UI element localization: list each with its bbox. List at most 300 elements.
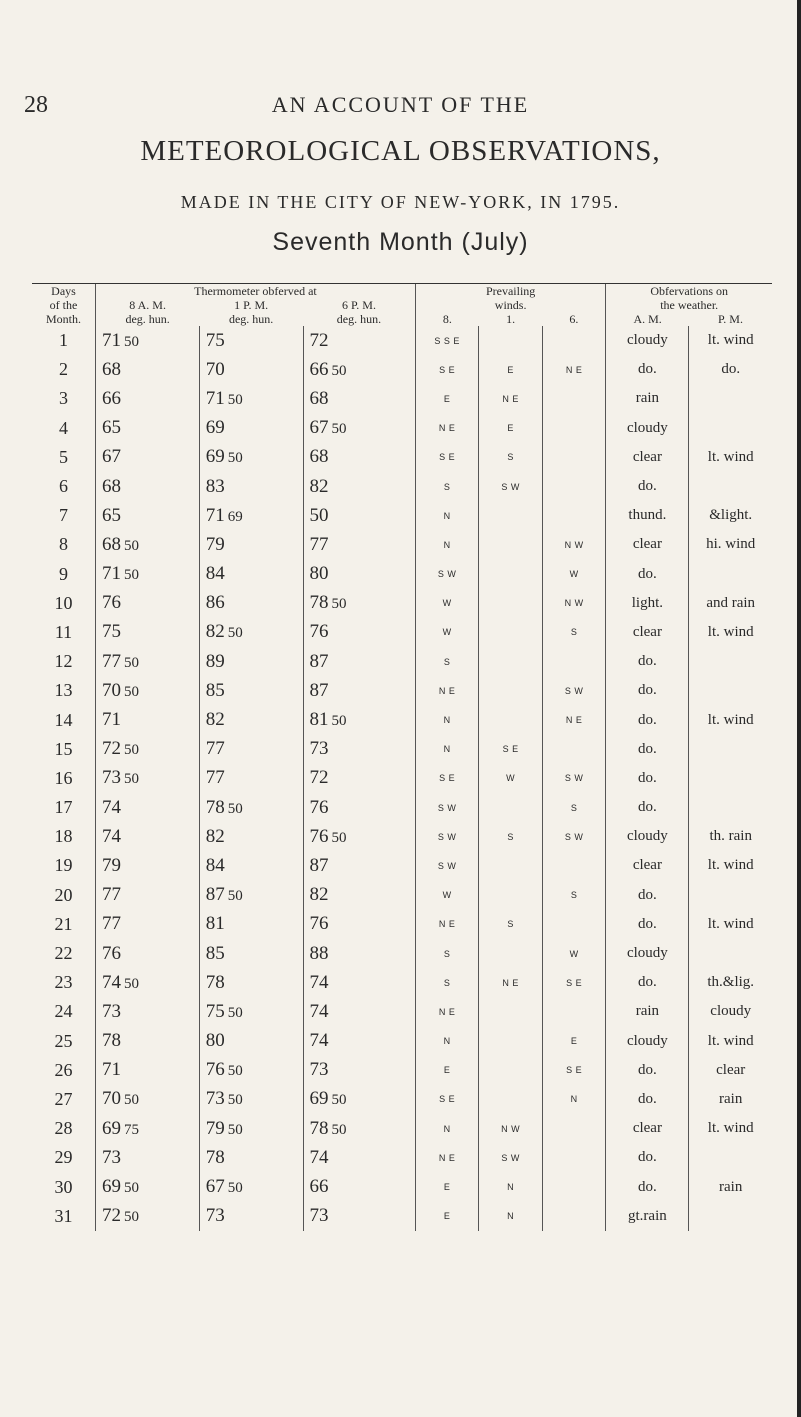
weather-am-cell-value: cloudy (626, 828, 668, 845)
weather-pm-cell (689, 618, 772, 647)
temp-8am-cell-value: 79 (101, 854, 121, 876)
temp-6pm-cell-hundredths: 50 (331, 421, 347, 438)
temp-6pm-cell (303, 1172, 415, 1201)
weather-am-cell (606, 997, 689, 1026)
weather-pm-cell (689, 822, 772, 851)
day-cell-value: 19 (54, 855, 73, 876)
temp-6pm-cell-value: 74 (309, 1030, 329, 1052)
temp-1pm-cell (199, 355, 303, 384)
wind-1-cell-value: E (507, 364, 514, 375)
wind-6-cell (542, 384, 606, 413)
temp-1pm-cell (199, 1085, 303, 1114)
header-time-8am: 8 A. M. (95, 298, 199, 312)
temp-1pm-cell-value: 89 (205, 650, 225, 672)
wind-6-cell-value: W (569, 948, 579, 959)
temp-6pm-cell (303, 472, 415, 501)
temp-1pm-cell-value: 78 (205, 796, 225, 818)
wind-1-cell (479, 1143, 542, 1172)
temp-8am-cell (95, 968, 199, 997)
temp-6pm-cell-hundredths: 50 (331, 362, 347, 379)
temp-8am-cell-value: 76 (101, 942, 121, 964)
wind-8-cell (415, 384, 478, 413)
wind-8-cell (415, 589, 478, 618)
running-head (0, 92, 801, 118)
day-cell-value: 17 (54, 797, 73, 818)
header-days-3: Month. (45, 312, 81, 326)
wind-8-cell-value: W (442, 890, 452, 901)
wind-1-cell (479, 1056, 542, 1085)
wind-6-cell-value: W (569, 569, 579, 580)
day-cell (32, 355, 95, 384)
day-cell-value: 8 (58, 534, 68, 555)
temp-1pm-cell-hundredths: 50 (227, 1004, 243, 1021)
weather-pm-cell (689, 764, 772, 793)
wind-1-cell (479, 443, 542, 472)
weather-am-cell (606, 939, 689, 968)
wind-6-cell-value: S W (564, 773, 584, 784)
day-cell (32, 735, 95, 764)
temp-6pm-cell (303, 647, 415, 676)
wind-8-cell (415, 443, 478, 472)
wind-8-cell-value: S (443, 481, 451, 492)
temp-1pm-cell (199, 1114, 303, 1143)
wind-1-cell (479, 560, 542, 589)
day-cell (32, 676, 95, 705)
temp-8am-cell-value: 74 (101, 825, 121, 847)
wind-6-cell (542, 851, 606, 880)
wind-8-cell (415, 1056, 478, 1085)
temp-1pm-cell-value: 79 (205, 533, 225, 555)
wind-6-cell-value: S (570, 802, 578, 813)
wind-1-cell (479, 472, 542, 501)
table-row (32, 530, 772, 559)
wind-6-cell (542, 822, 606, 851)
weather-am-cell (606, 676, 689, 705)
weather-am-cell-value: do. (638, 740, 657, 757)
temp-1pm-cell-value: 82 (205, 709, 225, 731)
weather-pm-cell (689, 530, 772, 559)
wind-6-cell (542, 1143, 606, 1172)
wind-8-cell (415, 560, 478, 589)
temp-8am-cell-hundredths: 50 (123, 742, 139, 759)
temp-6pm-cell-value: 66 (309, 1176, 329, 1198)
table-row (32, 1085, 772, 1114)
day-cell-value: 31 (54, 1205, 73, 1226)
temp-1pm-cell (199, 589, 303, 618)
temp-8am-cell-value: 73 (101, 767, 121, 789)
weather-am-cell-value: do. (638, 886, 657, 903)
header-unit-1pm: deg. hun. (228, 312, 274, 326)
temp-1pm-cell (199, 676, 303, 705)
weather-pm-cell (689, 939, 772, 968)
temp-1pm-cell (199, 1027, 303, 1056)
temp-8am-cell-value: 70 (101, 1088, 121, 1110)
wind-1-cell-value: S W (501, 481, 520, 492)
temp-6pm-cell-hundredths: 50 (331, 1121, 347, 1138)
temp-6pm-cell-value: 74 (309, 971, 329, 993)
weather-am-cell (606, 414, 689, 443)
weather-am-cell (606, 384, 689, 413)
temp-8am-cell-hundredths: 50 (123, 975, 139, 992)
temp-1pm-cell-value: 86 (205, 592, 225, 614)
wind-1-cell (479, 881, 542, 910)
weather-pm-cell (689, 1056, 772, 1085)
temp-6pm-cell (303, 1085, 415, 1114)
wind-1-cell-value: S (507, 919, 514, 930)
temp-8am-cell-value: 75 (101, 621, 121, 643)
wind-6-cell (542, 618, 606, 647)
table-row (32, 355, 772, 384)
weather-pm-cell-value: and rain (706, 594, 756, 611)
weather-am-cell-value: clear (632, 623, 662, 640)
weather-pm-cell-value: th. rain (709, 828, 752, 845)
temp-8am-cell (95, 735, 199, 764)
day-cell (32, 1027, 95, 1056)
header-obs-am: A. M. (606, 312, 689, 326)
day-cell (32, 589, 95, 618)
table-row (32, 822, 772, 851)
wind-6-cell (542, 1085, 606, 1114)
table-row (32, 997, 772, 1026)
temp-1pm-cell (199, 647, 303, 676)
wind-1-cell (479, 355, 542, 384)
table-header (32, 284, 772, 327)
month-title: Seventh Month (July) (272, 228, 529, 256)
temp-6pm-cell-hundredths: 50 (331, 1092, 347, 1109)
temp-1pm-cell-hundredths: 50 (227, 625, 243, 642)
weather-pm-cell (689, 793, 772, 822)
temp-1pm-cell (199, 414, 303, 443)
table-row (32, 589, 772, 618)
temp-6pm-cell-value: 50 (309, 504, 329, 526)
temp-8am-cell-value: 77 (101, 913, 121, 935)
table-row (32, 851, 772, 880)
temp-1pm-cell (199, 1202, 303, 1231)
temp-8am-cell-value: 66 (101, 387, 121, 409)
table-row (32, 443, 772, 472)
wind-8-cell-value: S E (439, 364, 456, 375)
wind-8-cell-value: S E (439, 773, 456, 784)
temp-1pm-cell (199, 881, 303, 910)
temp-6pm-cell-value: 82 (309, 475, 329, 497)
temp-8am-cell-hundredths: 50 (123, 1209, 139, 1226)
wind-8-cell-value: S E (439, 1094, 456, 1105)
wind-6-cell (542, 1114, 606, 1143)
wind-8-cell-value: E (443, 393, 451, 404)
temp-8am-cell-value: 71 (101, 709, 121, 731)
temp-8am-cell (95, 589, 199, 618)
table-row (32, 384, 772, 413)
temp-6pm-cell-hundredths: 50 (331, 713, 347, 730)
weather-am-cell-value: thund. (628, 507, 667, 524)
temp-6pm-cell-value: 67 (309, 417, 329, 439)
weather-am-cell (606, 851, 689, 880)
day-cell (32, 1114, 95, 1143)
wind-6-cell (542, 676, 606, 705)
table-row (32, 618, 772, 647)
wind-8-cell-value: S W (437, 802, 457, 813)
temp-6pm-cell (303, 910, 415, 939)
day-cell-value: 11 (54, 621, 73, 642)
day-cell (32, 501, 95, 530)
temp-6pm-cell-value: 87 (309, 650, 329, 672)
temp-1pm-cell-hundredths: 50 (227, 391, 243, 408)
weather-pm-cell (689, 910, 772, 939)
wind-1-cell (479, 822, 542, 851)
weather-am-cell (606, 326, 689, 355)
wind-8-cell (415, 997, 478, 1026)
temp-1pm-cell-value: 81 (205, 913, 225, 935)
weather-pm-cell (689, 443, 772, 472)
weather-pm-cell (689, 589, 772, 618)
wind-8-cell-value: N E (438, 919, 456, 930)
wind-1-cell (479, 326, 542, 355)
temp-1pm-cell-value: 77 (205, 738, 225, 760)
temp-6pm-cell (303, 968, 415, 997)
temp-6pm-cell-hundredths: 50 (331, 596, 347, 613)
temp-1pm-cell-value: 75 (205, 329, 225, 351)
header-unit-8am: deg. hun. (95, 312, 199, 326)
wind-6-cell (542, 647, 606, 676)
temp-8am-cell-value: 72 (101, 738, 121, 760)
wind-6-cell-value: N (570, 1094, 578, 1105)
temp-6pm-cell (303, 501, 415, 530)
temp-6pm-cell-value: 88 (309, 942, 329, 964)
day-cell-value: 26 (54, 1059, 73, 1080)
day-cell-value: 3 (58, 388, 68, 409)
weather-pm-cell (689, 501, 772, 530)
table-row (32, 910, 772, 939)
temp-6pm-cell-value: 76 (309, 913, 329, 935)
table-row (32, 1114, 772, 1143)
weather-pm-cell (689, 647, 772, 676)
header-wind-8: 8. (415, 312, 478, 326)
temp-1pm-cell-value: 71 (205, 504, 225, 526)
wind-1-cell (479, 647, 542, 676)
weather-am-cell (606, 472, 689, 501)
temp-1pm-cell-value: 79 (205, 1117, 225, 1139)
day-cell (32, 968, 95, 997)
weather-pm-cell (689, 851, 772, 880)
temp-6pm-cell-value: 69 (309, 1088, 329, 1110)
weather-am-cell-value: cloudy (626, 945, 668, 962)
temp-6pm-cell-value: 76 (309, 621, 329, 643)
wind-6-cell (542, 530, 606, 559)
weather-pm-cell (689, 1202, 772, 1231)
table-row (32, 472, 772, 501)
temp-1pm-cell (199, 530, 303, 559)
wind-1-cell (479, 501, 542, 530)
day-cell-value: 22 (54, 943, 73, 964)
wind-8-cell (415, 851, 478, 880)
temp-6pm-cell-value: 82 (309, 884, 329, 906)
temp-8am-cell-value: 71 (101, 1059, 121, 1081)
day-cell (32, 939, 95, 968)
day-cell-value: 10 (54, 592, 73, 613)
wind-1-cell (479, 851, 542, 880)
wind-1-cell (479, 1172, 542, 1201)
wind-8-cell-value: S E (439, 452, 456, 463)
day-cell (32, 997, 95, 1026)
temp-6pm-cell (303, 589, 415, 618)
wind-6-cell-value: N W (564, 598, 584, 609)
wind-1-cell (479, 764, 542, 793)
weather-pm-cell (689, 997, 772, 1026)
wind-6-cell (542, 560, 606, 589)
weather-am-cell (606, 1056, 689, 1085)
weather-pm-cell-value: clear (716, 1061, 746, 1078)
header-days: Days (32, 284, 95, 299)
wind-6-cell-value: S (570, 627, 578, 638)
temp-8am-cell-hundredths: 50 (123, 537, 139, 554)
temp-1pm-cell (199, 910, 303, 939)
temp-6pm-cell (303, 881, 415, 910)
temp-6pm-cell (303, 822, 415, 851)
temp-1pm-cell-hundredths: 50 (227, 800, 243, 817)
temp-8am-cell-value: 69 (101, 1117, 121, 1139)
weather-pm-cell-value: lt. wind (707, 711, 754, 728)
temp-6pm-cell (303, 793, 415, 822)
weather-am-cell (606, 968, 689, 997)
table-row (32, 501, 772, 530)
weather-pm-cell-value: lt. wind (707, 915, 754, 932)
weather-pm-cell (689, 1085, 772, 1114)
temp-8am-cell-value: 68 (101, 533, 121, 555)
temp-6pm-cell-value: 76 (309, 796, 329, 818)
weather-pm-cell-value: hi. wind (706, 536, 756, 553)
weather-pm-cell-value: lt. wind (707, 1032, 754, 1049)
temp-8am-cell-value: 65 (101, 504, 121, 526)
temp-8am-cell (95, 618, 199, 647)
temp-1pm-cell (199, 793, 303, 822)
day-cell-value: 25 (54, 1030, 73, 1051)
temp-6pm-cell-value: 87 (309, 679, 329, 701)
wind-6-cell (542, 764, 606, 793)
wind-6-cell (542, 997, 606, 1026)
temp-8am-cell-value: 68 (101, 475, 121, 497)
day-cell (32, 851, 95, 880)
temp-1pm-cell-value: 69 (205, 417, 225, 439)
wind-6-cell (542, 881, 606, 910)
wind-8-cell-value: N (443, 715, 451, 726)
temp-1pm-cell (199, 472, 303, 501)
temp-6pm-cell-value: 87 (309, 854, 329, 876)
wind-1-cell (479, 968, 542, 997)
table-row (32, 676, 772, 705)
temp-8am-cell-value: 71 (101, 329, 121, 351)
wind-1-cell (479, 618, 542, 647)
weather-pm-cell (689, 355, 772, 384)
table-row (32, 735, 772, 764)
wind-1-cell-value: S (507, 452, 514, 463)
weather-am-cell (606, 881, 689, 910)
wind-8-cell-value: N (443, 539, 451, 550)
temp-8am-cell-value: 70 (101, 679, 121, 701)
temp-1pm-cell-value: 78 (205, 1146, 225, 1168)
day-cell (32, 560, 95, 589)
wind-8-cell (415, 1172, 478, 1201)
weather-am-cell (606, 443, 689, 472)
wind-6-cell-value: S E (566, 977, 583, 988)
weather-pm-cell (689, 326, 772, 355)
temp-6pm-cell-value: 73 (309, 738, 329, 760)
weather-am-cell-value: do. (638, 799, 657, 816)
weather-am-cell-value: cloudy (626, 332, 668, 349)
temp-6pm-cell (303, 1202, 415, 1231)
weather-am-cell-value: do. (638, 711, 657, 728)
weather-am-cell (606, 793, 689, 822)
weather-am-cell-value: do. (638, 915, 657, 932)
wind-1-cell (479, 1114, 542, 1143)
temp-8am-cell (95, 1027, 199, 1056)
observations-table (32, 283, 772, 1231)
temp-8am-cell (95, 1143, 199, 1172)
header-time-6pm: 6 P. M. (341, 298, 376, 312)
page-number: 28 (24, 92, 48, 118)
day-cell-value: 12 (54, 651, 73, 672)
header-wind-6: 6. (569, 312, 579, 326)
weather-am-cell-value: do. (638, 1090, 657, 1107)
wind-8-cell-value: W (442, 598, 452, 609)
wind-8-cell-value: N E (438, 1152, 456, 1163)
temp-1pm-cell (199, 618, 303, 647)
temp-6pm-cell (303, 530, 415, 559)
wind-8-cell-value: E (443, 1211, 451, 1222)
weather-pm-cell (689, 384, 772, 413)
temp-1pm-cell (199, 384, 303, 413)
weather-pm-cell (689, 881, 772, 910)
wind-8-cell (415, 1202, 478, 1231)
temp-1pm-cell-value: 83 (205, 475, 225, 497)
weather-am-cell (606, 735, 689, 764)
wind-1-cell-value: S E (502, 744, 519, 755)
table-row (32, 1143, 772, 1172)
wind-6-cell (542, 501, 606, 530)
day-cell-value: 7 (58, 505, 68, 526)
weather-am-cell-value: do. (638, 769, 657, 786)
temp-8am-cell (95, 326, 199, 355)
wind-8-cell-value: E (443, 1182, 451, 1193)
wind-1-cell (479, 530, 542, 559)
wind-1-cell (479, 793, 542, 822)
temp-1pm-cell-value: 77 (205, 767, 225, 789)
temp-8am-cell-value: 76 (101, 592, 121, 614)
temp-8am-cell (95, 1085, 199, 1114)
day-cell-value: 1 (58, 330, 68, 351)
wind-1-cell (479, 997, 542, 1026)
temp-1pm-cell-value: 70 (205, 358, 225, 380)
wind-8-cell (415, 1114, 478, 1143)
weather-am-cell (606, 618, 689, 647)
wind-8-cell-value: S (443, 656, 451, 667)
temp-8am-cell-value: 65 (101, 417, 121, 439)
temp-6pm-cell (303, 676, 415, 705)
day-cell-value: 24 (54, 1001, 73, 1022)
temp-8am-cell-hundredths: 50 (123, 771, 139, 788)
wind-1-cell (479, 939, 542, 968)
temp-8am-cell (95, 997, 199, 1026)
temp-6pm-cell (303, 1143, 415, 1172)
temp-1pm-cell-value: 69 (205, 446, 225, 468)
wind-8-cell-value: S W (437, 569, 457, 580)
weather-am-cell (606, 705, 689, 734)
running-head-text: AN ACCOUNT OF THE (271, 92, 530, 117)
temp-1pm-cell-hundredths: 50 (227, 1121, 243, 1138)
temp-8am-cell (95, 443, 199, 472)
weather-am-cell-value: clear (632, 857, 662, 874)
wind-1-cell-value: S (507, 831, 514, 842)
weather-am-cell-value: do. (638, 653, 657, 670)
